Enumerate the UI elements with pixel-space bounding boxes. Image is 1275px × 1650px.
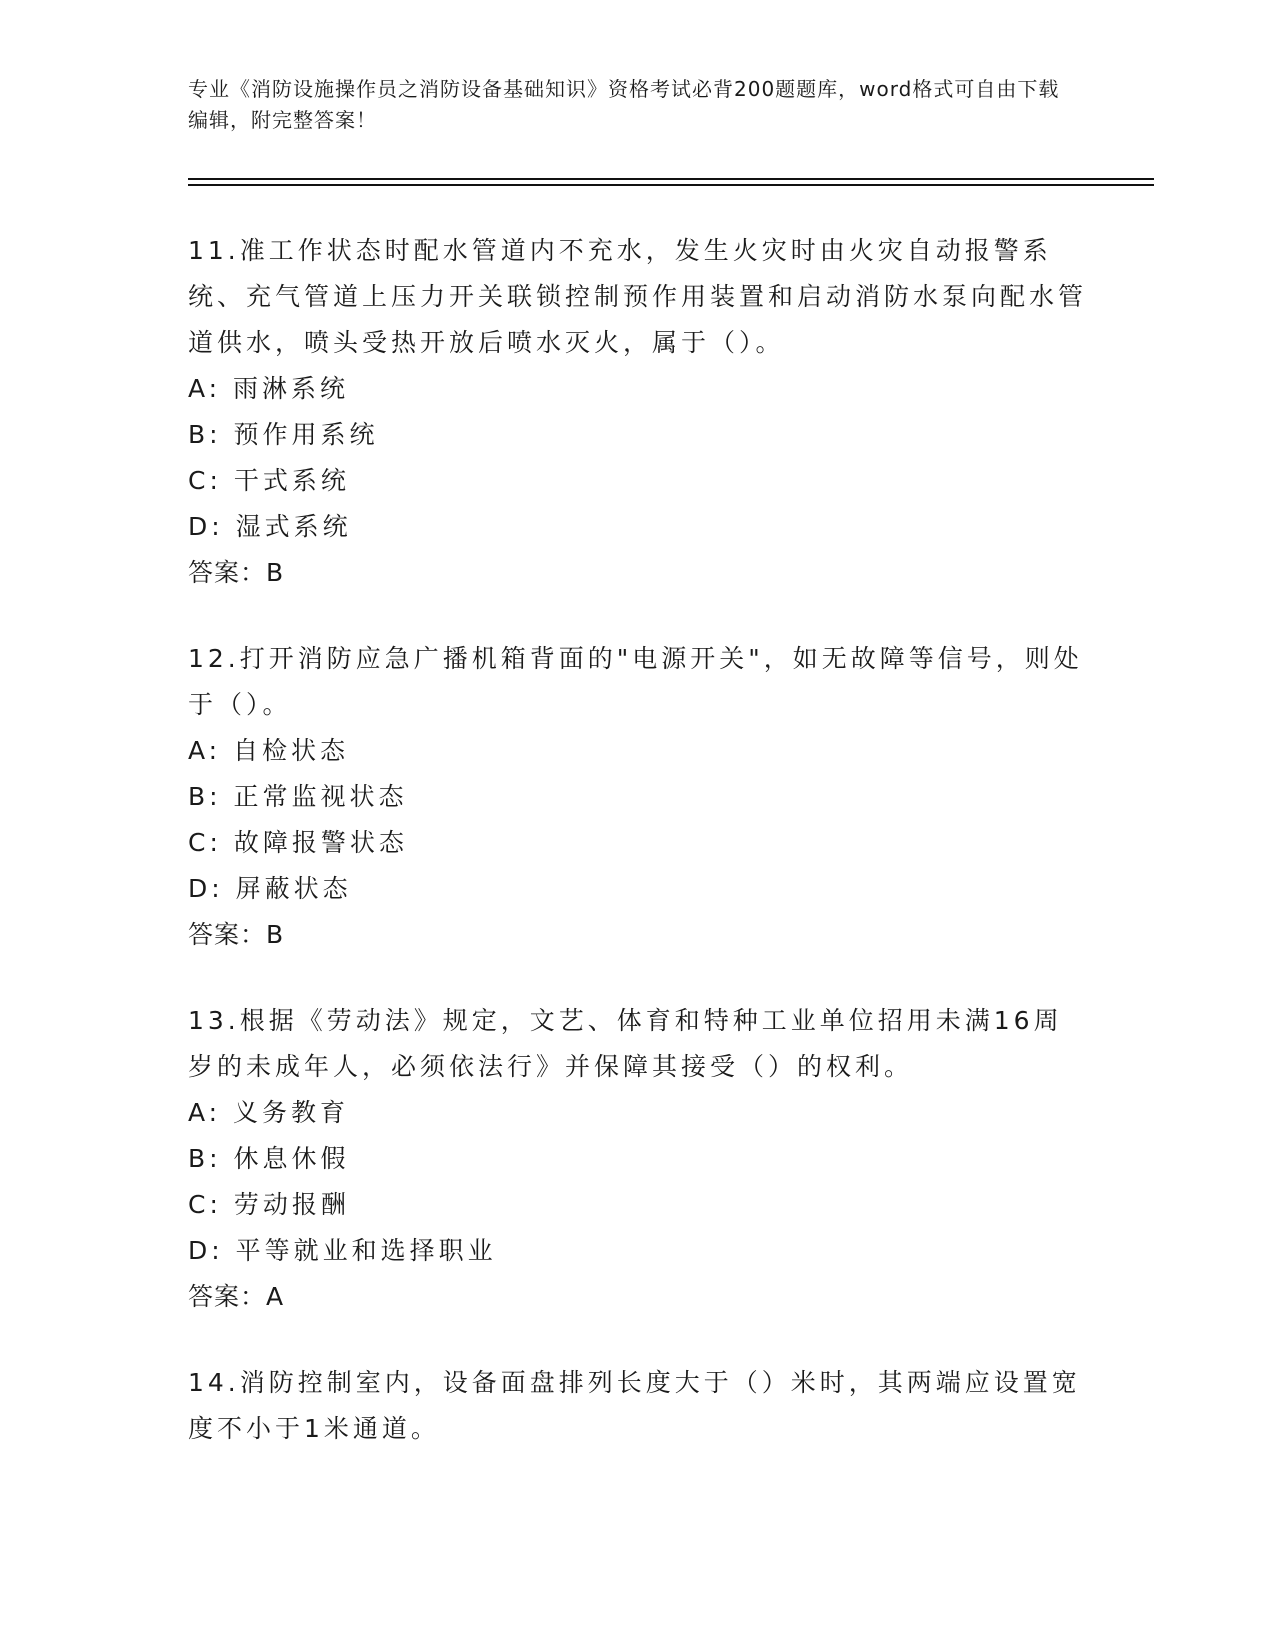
question-stem: 14.消防控制室内，设备面盘排列长度大于（）米时，其两端应设置宽度不小于1米通道。 [188, 1368, 1081, 1443]
question-stem: 12.打开消防应急广播机箱背面的"电源开关"，如无故障等信号，则处于（）。 [188, 644, 1083, 719]
header-rule-top [188, 178, 1154, 180]
option-c: C: 干式系统 [188, 466, 350, 495]
answer-line: 答案：A [188, 1282, 285, 1311]
option-b: B: 休息休假 [188, 1144, 350, 1173]
option-c: C: 劳动报酬 [188, 1190, 350, 1219]
question-stem: 11.准工作状态时配水管道内不充水，发生火灾时由火灾自动报警系统、充气管道上压力开关联锁控制预作用装置和启动消防水泵向配水管道供水，喷头受热开放后喷水灭火，属于（）。 [188, 236, 1088, 357]
option-a: A: 义务教育 [188, 1098, 350, 1127]
option-b: B: 正常监视状态 [188, 782, 408, 811]
question-11 [188, 228, 1088, 596]
document-header: 专业《消防设施操作员之消防设备基础知识》资格考试必背200题题库，word格式可自由下载编辑，附完整答案！ [188, 77, 1060, 132]
question-12 [188, 636, 1088, 958]
option-a: A: 雨淋系统 [188, 374, 350, 403]
question-14 [188, 1360, 1088, 1452]
question-stem: 13.根据《劳动法》规定，文艺、体育和特种工业单位招用未满16周岁的未成年人，必须依法行》并保障其接受（）的权利。 [188, 1006, 1063, 1081]
header-rule-bottom [188, 184, 1154, 186]
option-a: A: 自检状态 [188, 736, 350, 765]
answer-line: 答案：B [188, 920, 285, 949]
option-d: D: 湿式系统 [188, 512, 352, 541]
question-13 [188, 998, 1088, 1320]
option-d: D: 平等就业和选择职业 [188, 1236, 497, 1265]
option-d: D: 屏蔽状态 [188, 874, 352, 903]
answer-line: 答案：B [188, 558, 285, 587]
option-c: C: 故障报警状态 [188, 828, 408, 857]
option-b: B: 预作用系统 [188, 420, 379, 449]
